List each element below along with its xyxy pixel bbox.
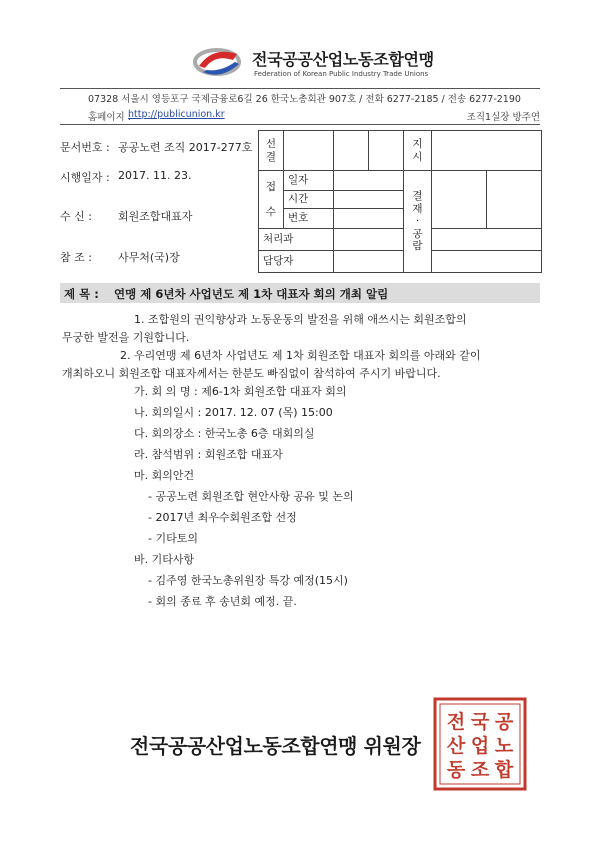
approval-cell	[432, 229, 542, 251]
approval-date-label: 일자	[284, 171, 334, 191]
approval-cell	[369, 131, 404, 171]
approval-dept-label: 처리과	[259, 229, 334, 251]
svg-text:합: 합	[494, 759, 514, 781]
reference-label: 참 조 :	[60, 251, 92, 264]
homepage-link[interactable]: http://publicunion.kr	[128, 109, 225, 120]
item-ga: 가. 회 의 명 : 제6-1차 회원조합 대표자 회의	[134, 385, 347, 398]
official-seal-icon	[432, 696, 528, 792]
svg-text:동: 동	[446, 759, 466, 781]
doc-number-label: 문서번호 :	[60, 141, 110, 154]
svg-text:조: 조	[470, 759, 490, 781]
item-ma-3: - 기타토의	[148, 532, 198, 545]
approval-cell	[334, 131, 369, 171]
signature-name: 전국공공산업노동조합연맹 위원장	[130, 734, 421, 758]
approval-jeop-su: 접 수	[259, 171, 284, 229]
dept-line: 조직1실장 방주연	[466, 112, 540, 123]
approval-cell	[334, 209, 404, 229]
item-ra: 라. 참석범위 : 회원조합 대표자	[134, 448, 283, 461]
item-ma: 마. 회의안건	[134, 469, 195, 482]
homepage-label: 홈페이지 :	[88, 112, 131, 123]
approval-cell	[284, 131, 334, 171]
item-ma-2: - 2017년 최우수회원조합 선정	[148, 511, 297, 524]
approval-cell	[334, 191, 404, 209]
item-ba-1: - 김주영 한국노총위원장 특강 예정(15시)	[148, 574, 348, 587]
issue-date: 2017. 11. 23.	[118, 169, 192, 182]
approval-person-label: 담당자	[259, 251, 334, 273]
paragraph-2-line-1: 2. 우리연맹 제 6년차 사업년도 제 1차 회원조합 대표자 회의를 아래와 같이	[120, 349, 481, 362]
address-line: 07328 서울시 영등포구 국제금융로6길 26 한국노총회관 907호 / 전화 6277-2185 / 전송 6277-2190	[88, 94, 521, 105]
svg-text:전: 전	[446, 711, 466, 733]
paragraph-2-line-2: 개최하오니 회원조합 대표자께서는 한분도 빠짐없이 참석하여 주시기 바랍니다.	[62, 367, 441, 380]
approval-number-label: 번호	[284, 209, 334, 229]
approval-table	[258, 130, 542, 273]
item-ba: 바. 기타사항	[134, 553, 195, 566]
paragraph-1-line-1: 1. 조합원의 권익향상과 노동운동의 발전을 위해 애쓰시는 회원조합의	[134, 313, 467, 326]
org-name-en: Federation of Korean Public Industry Trade Unions	[254, 70, 429, 78]
approval-cell	[432, 251, 542, 273]
federation-logo	[193, 44, 245, 84]
doc-number: 공공노련 조직 2017-277호	[118, 141, 253, 154]
subject-label: 제 목 :	[64, 287, 99, 301]
item-ba-2: - 회의 종료 후 송년회 예정. 끝.	[148, 595, 297, 608]
approval-cell	[432, 131, 542, 171]
approval-time-label: 시간	[284, 191, 334, 209]
paragraph-1-line-2: 무궁한 발전을 기원합니다.	[62, 331, 190, 344]
approval-gyeoljae-gongram: 결 재 · 공 람	[404, 171, 432, 273]
date-label: 시행일자 :	[60, 171, 110, 184]
approval-cell	[334, 251, 404, 273]
approval-cell	[334, 171, 404, 191]
approval-cell	[432, 171, 487, 229]
reference: 사무처(국)장	[118, 251, 180, 264]
item-na: 나. 회의일시 : 2017. 12. 07 (목) 15:00	[134, 406, 333, 419]
header-rule-top	[60, 88, 540, 89]
subject-text: 연맹 제 6년차 사업년도 제 1차 대표자 회의 개최 알림	[114, 287, 389, 301]
header-rule-bottom	[60, 124, 540, 125]
svg-text:공: 공	[494, 711, 514, 733]
item-da: 다. 회의장소 : 한국노총 6층 대회의실	[134, 427, 315, 440]
svg-text:노: 노	[494, 735, 514, 757]
recipient: 회원조합대표자	[118, 210, 193, 223]
approval-cell	[334, 229, 404, 251]
svg-text:국: 국	[470, 711, 490, 733]
svg-text:산: 산	[446, 735, 466, 757]
svg-text:업: 업	[470, 735, 490, 757]
approval-seon-gyeol: 선 결	[259, 131, 284, 171]
approval-cell	[487, 171, 542, 229]
item-ma-1: - 공공노련 회원조합 현안사항 공유 및 논의	[148, 490, 354, 503]
approval-ji-si: 지 시	[404, 131, 432, 171]
recipient-label: 수 신 :	[60, 210, 92, 223]
org-name: 전국공공산업노동조합연맹	[252, 50, 434, 69]
